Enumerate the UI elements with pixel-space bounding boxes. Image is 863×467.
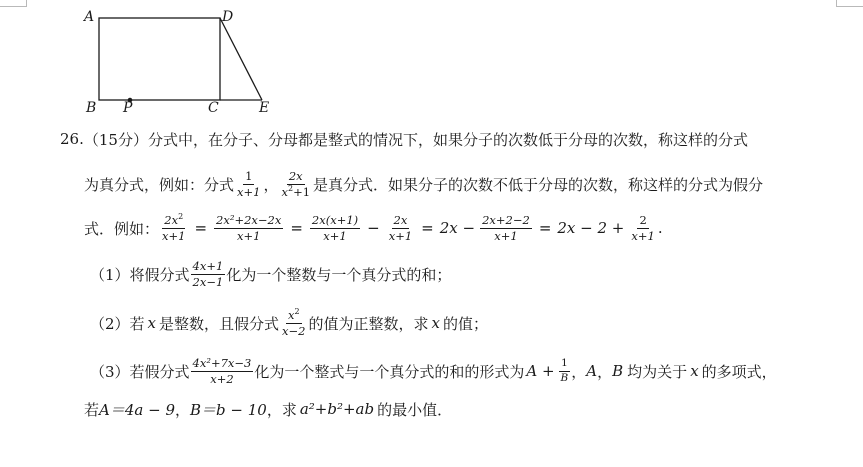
fraction-numerator <box>191 357 254 371</box>
numerator-text: 2 <box>639 213 647 228</box>
intro-text-3a: 式．例如： <box>84 219 160 238</box>
part-3-line-2-text-c: ，求 <box>266 400 297 419</box>
example-step-3-prefix: 2x − <box>439 219 476 237</box>
target-expression: a²+b²+ab <box>299 400 375 418</box>
denominator-text: x+1 <box>631 228 655 243</box>
part-2-text-b: 是整数，且假分式 <box>159 314 280 333</box>
question-number: 26. <box>60 130 84 148</box>
example-period: . <box>657 219 663 237</box>
denominator-text: x+2 <box>210 371 234 386</box>
part-2-text-c: 的值为正整数，求 <box>308 314 429 333</box>
question-line-3-example <box>84 208 663 248</box>
fraction-numerator <box>637 214 648 228</box>
numerator-text: 4x+1 <box>192 259 224 274</box>
question-line-2 <box>84 166 763 202</box>
denominator-text: 2x−1 <box>192 274 224 289</box>
part-3-text-a: （3）若假分式 <box>90 362 190 381</box>
fraction-numerator <box>214 214 283 228</box>
page-corner-mark-right <box>836 0 863 7</box>
numerator-base: x <box>287 308 295 323</box>
numerator-text: 2x <box>393 213 408 228</box>
label-d: D <box>222 9 234 25</box>
fraction-denominator <box>492 229 519 242</box>
equals-sign: = <box>538 219 552 237</box>
fraction-denominator <box>208 372 235 385</box>
intro-text-2a: 为真分式，例如：分式 <box>84 175 235 194</box>
numerator-base: 2x <box>164 213 179 228</box>
form-prefix: A + <box>526 362 555 380</box>
denominator-tail: +1 <box>293 184 311 199</box>
fraction-2x-over-x2-plus-1 <box>279 170 312 197</box>
part-3-line-2-text-d: 的最小值． <box>377 400 453 419</box>
numerator-exponent: 2 <box>178 212 184 222</box>
denominator-exponent: 2 <box>287 183 294 193</box>
example-fraction-lhs <box>160 214 187 241</box>
fraction-numerator <box>162 214 185 228</box>
part-3-line-1 <box>90 351 777 391</box>
part-3-line-2-text-b: ， <box>174 400 190 419</box>
intro-text-1: 分式中，在分子、分母都是整式的情况下，如果分子的次数低于分母的次数，称这样的分式 <box>147 130 748 149</box>
comma: ， <box>263 175 279 194</box>
denominator-text: x+1 <box>236 228 261 243</box>
intro-text-2c: 是真分式．如果分子的次数不低于分母的次数，称这样的分式为假分 <box>313 175 764 194</box>
numerator-exponent: 2 <box>294 307 300 317</box>
example-fraction-step-2 <box>310 214 360 241</box>
variable-x: x <box>690 362 699 380</box>
part-1-text-a: （1）将假分式 <box>90 265 190 284</box>
segment-de <box>220 18 262 100</box>
fraction-denominator <box>559 372 571 384</box>
variable-x: x <box>147 314 157 332</box>
part-1-text-b: 化为一个整数与一个真分式的和； <box>226 265 452 284</box>
fraction-denominator <box>160 229 187 242</box>
label-c: C <box>208 100 219 116</box>
equals-sign: = <box>290 219 303 237</box>
rectangle-abcd <box>99 18 220 100</box>
a-definition: A＝4a − 9 <box>99 400 175 419</box>
fraction-denominator <box>279 185 312 198</box>
part-1-fraction <box>191 260 226 287</box>
geometry-figure <box>78 0 278 112</box>
label-p: P <box>123 100 133 116</box>
variable-b: B <box>612 362 624 380</box>
question-points: （15分） <box>83 130 148 149</box>
example-fraction-step-3 <box>480 214 532 241</box>
part-3-line-2 <box>84 398 452 420</box>
label-b: B <box>86 100 97 116</box>
example-fraction-step-4 <box>629 214 656 241</box>
part-3-text-b: 化为一个整式与一个真分式的和的形式为 <box>254 362 525 381</box>
part-3-form-fraction <box>559 358 571 383</box>
fraction-denominator <box>235 229 262 242</box>
fraction-numerator <box>480 214 532 228</box>
denominator-text: x−2 <box>282 323 306 338</box>
denominator-text: x+1 <box>388 228 413 243</box>
denominator-base: x <box>281 184 288 199</box>
equals-sign: = <box>421 219 434 237</box>
variable-x: x <box>431 314 440 332</box>
fraction-denominator <box>321 229 348 242</box>
example-step-4-prefix: 2x − 2 + <box>557 219 625 237</box>
numerator-text: 2x+2−2 <box>482 213 530 228</box>
fraction-denominator <box>387 229 414 242</box>
label-a: A <box>84 9 95 25</box>
fraction-numerator <box>191 260 226 274</box>
fraction-denominator <box>629 229 656 242</box>
fraction-denominator <box>191 275 226 288</box>
comma: ， <box>597 362 613 381</box>
fraction-numerator <box>286 309 302 323</box>
fraction-numerator <box>287 170 305 184</box>
example-fraction-step-2b <box>387 214 414 241</box>
b-definition: B＝b − 10 <box>190 400 267 419</box>
part-3-text-d: 均为关于 <box>627 362 688 381</box>
label-e: E <box>259 100 270 116</box>
fraction-numerator: 1 <box>245 169 253 184</box>
part-3-line-2-text-a: 若 <box>84 400 100 419</box>
numerator-text: 2x²+2x−2x <box>216 213 282 228</box>
denominator-text: B <box>560 371 569 384</box>
part-2-line <box>90 303 488 343</box>
fraction-denominator <box>235 185 262 198</box>
part-3-fraction <box>191 357 254 384</box>
denominator-text: x+1 <box>162 228 186 243</box>
fraction-numerator <box>559 358 570 371</box>
question-line-1 <box>60 128 748 150</box>
numerator-text: 2x(x+1) <box>311 213 359 228</box>
fraction-1-over-x-plus-1 <box>235 170 262 197</box>
part-2-fraction <box>280 309 307 336</box>
part-3-text-e: 的多项式， <box>701 362 777 381</box>
part-2-text-a: （2）若 <box>90 314 145 333</box>
variable-a: A <box>586 362 598 380</box>
equals-sign: = <box>194 219 208 237</box>
numerator-text: 1 <box>561 357 568 370</box>
denominator-text: x+1 <box>237 184 261 199</box>
page-corner-mark-left <box>0 0 27 7</box>
part-2-text-d: 的值； <box>442 314 488 333</box>
denominator-text: x+1 <box>494 228 518 243</box>
denominator-text: x+1 <box>323 228 347 243</box>
numerator-text: 4x²+7x−3 <box>192 356 252 371</box>
numerator-text: 2x <box>288 169 303 184</box>
part-3-text-c: ， <box>571 362 587 381</box>
fraction-numerator <box>392 214 410 228</box>
minus-sign: − <box>367 219 380 237</box>
fraction-numerator <box>310 214 360 228</box>
example-fraction-step-1 <box>214 214 283 241</box>
part-1-line <box>90 256 451 292</box>
fraction-denominator <box>280 324 307 337</box>
